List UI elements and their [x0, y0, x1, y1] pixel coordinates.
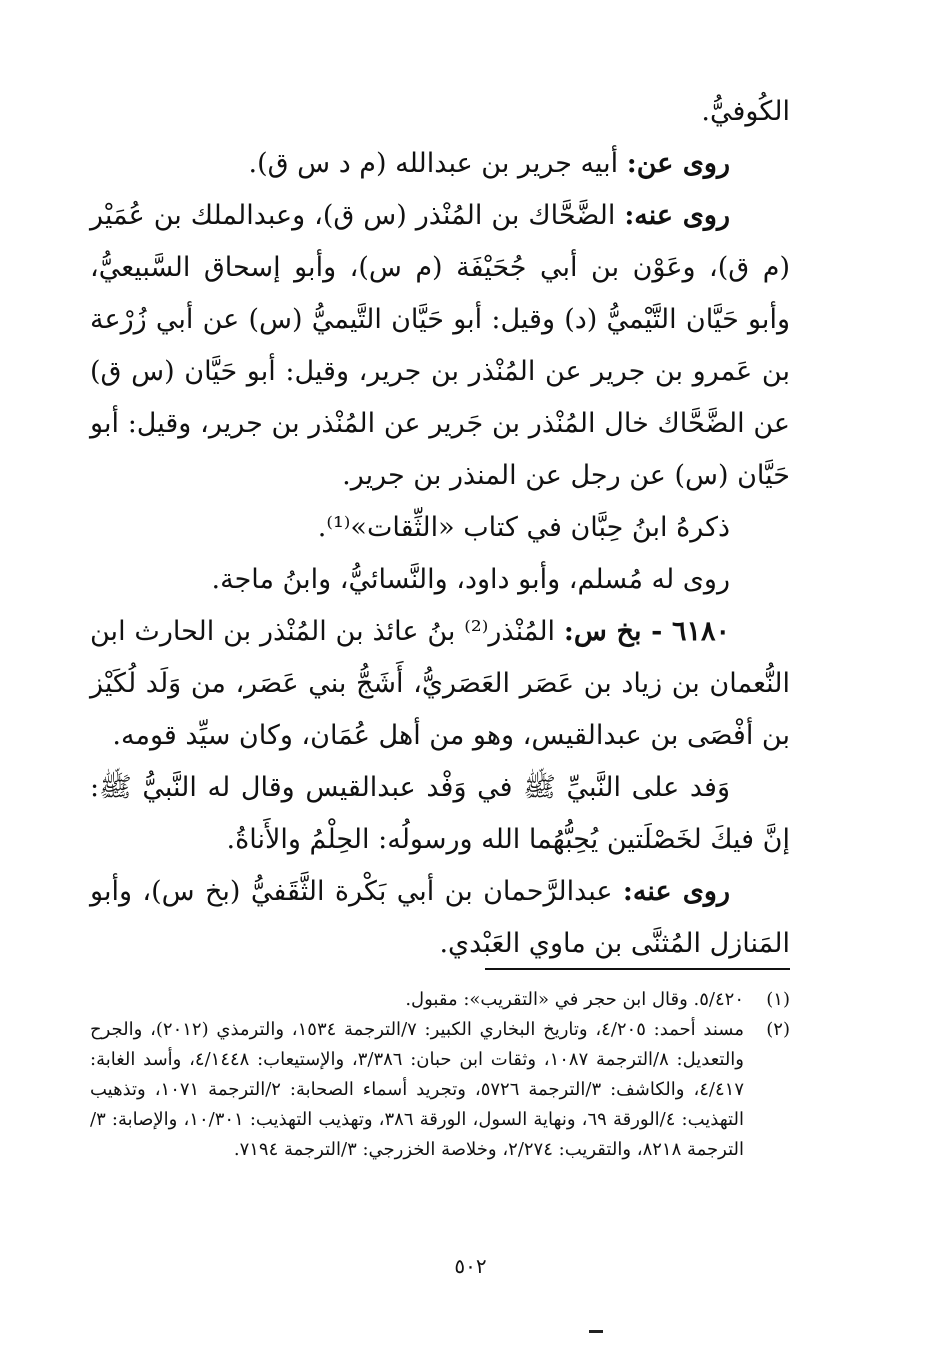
paragraph-narrated-for: روى له مُسلم، وأبو داود، والنَّسائيُّ، وابنُ ماجة. — [211, 564, 730, 595]
entry-number: ٦١٨٠ - بخ س: — [563, 616, 731, 647]
footnote-text: ٥/٤٢٠. وقال ابن حجر في «التقريب»: مقبول. — [405, 989, 744, 1010]
page-number: ٥٠٢ — [454, 1254, 487, 1278]
paragraph-narrated-by — [90, 190, 790, 502]
footnote-1 — [90, 985, 790, 1015]
label-narrated-by: روى عنه: — [624, 200, 731, 231]
footnote-number: (١) — [766, 989, 790, 1010]
paragraph-narrated-from — [90, 138, 790, 190]
footnote-number: (٢) — [766, 1019, 790, 1040]
footnote-text: مسند أحمد: ٤/٢٠٥، وتاريخ البخاري الكبير: ٧/الترجمة ١٥٣٤، والترمذي (٢٠١٢)، والجرح والتعديل: ٨/الترجمة ١٠٨٧، وثقات ابن حبان: ٣/٣٨٦، والإستيعاب: ٤/١٤٤٨، وأسد الغابة: ٤/٤١٧، والكاشف: ٣/الترجمة ٥٧٢٦، وتجريد أسماء الصحابة: ٢/الترجمة ١٠٧١، وتذهيب التهذيب: ٤/الورقة ٦٩، ونهاية السول، الورقة ٣٨٦، وتهذيب التهذيب: ١٠/٣٠١، والإصابة: ٣/الترجمة ٨٢١٨، والتقريب: ٢/٢٧٤، وخلاصة الخزرجي: ٣/الترجمة ٧١٩٤. — [90, 1019, 745, 1160]
label-narrated-from: روى عن: — [626, 148, 730, 179]
entry-text: المُنْذر⁽²⁾ بنُ عائذ بن المُنْذر بن الحارث ابن النُّعمان بن زياد بن عَصَر العَصَريُّ، أَشَجُّ بني عَصَر، من وَلَد لُكَيْز بن أفْصَى بن عبدالقيس، وهو من أهل عُمَان، وكان سيِّد قومه. — [90, 616, 790, 751]
main-text — [90, 86, 790, 970]
paragraph-thiqat: ذكرهُ ابنُ حِبَّان في كتاب «الثِّقات»⁽¹⁾. — [317, 512, 730, 543]
footnotes — [90, 985, 790, 1165]
paragraph-narrated-by-2 — [90, 866, 790, 970]
entry-6180 — [90, 606, 790, 762]
footnote-divider — [485, 968, 790, 970]
paragraph-delegation: وَفد على النَّبيِّ ﷺ في وَفْد عبدالقيس وقال له النَّبيُّ ﷺ: إنَّ فيكَ لخَصْلَتين يُحِبُّهُما الله ورسولُه: الحِلْمُ والأَناةُ. — [90, 772, 790, 855]
scan-mark — [589, 1330, 603, 1333]
text-narrated-by: الضَّحَّاك بن المُنْذر (س ق)، وعبدالملك بن عُمَيْر (م ق)، وعَوْن بن أبي جُحَيْفَة (م س)، وأبو إسحاق السَّبيعيُّ، وأبو حَيَّان التَّيْميُّ (د) وقيل: أبو حَيَّان التَّيميُّ (س) عن أبي زُرْعة بن عَمرو بن جرير عن المُنْذر بن جرير، وقيل: أبو حَيَّان (س ق) عن الضَّحَّاك خال المُنْذر بن جَرير عن المُنْذر بن جرير، وقيل: أبو حَيَّان (س) عن رجل عن المنذر بن جرير. — [90, 200, 790, 491]
footnote-2 — [90, 1015, 790, 1165]
text-narrated-from: أبيه جرير بن عبدالله (م د س ق). — [248, 148, 627, 179]
text-narrated-by-2: عبدالرَّحمان بن أبي بَكْرة الثَّقَفيُّ (بخ س)، وأبو المَنازل المُثنَّى بن ماوي العَبْدي. — [90, 876, 790, 959]
label-narrated-by-2: روى عنه: — [622, 876, 730, 907]
paragraph-kufi: الكُوفيُّ. — [701, 96, 790, 127]
